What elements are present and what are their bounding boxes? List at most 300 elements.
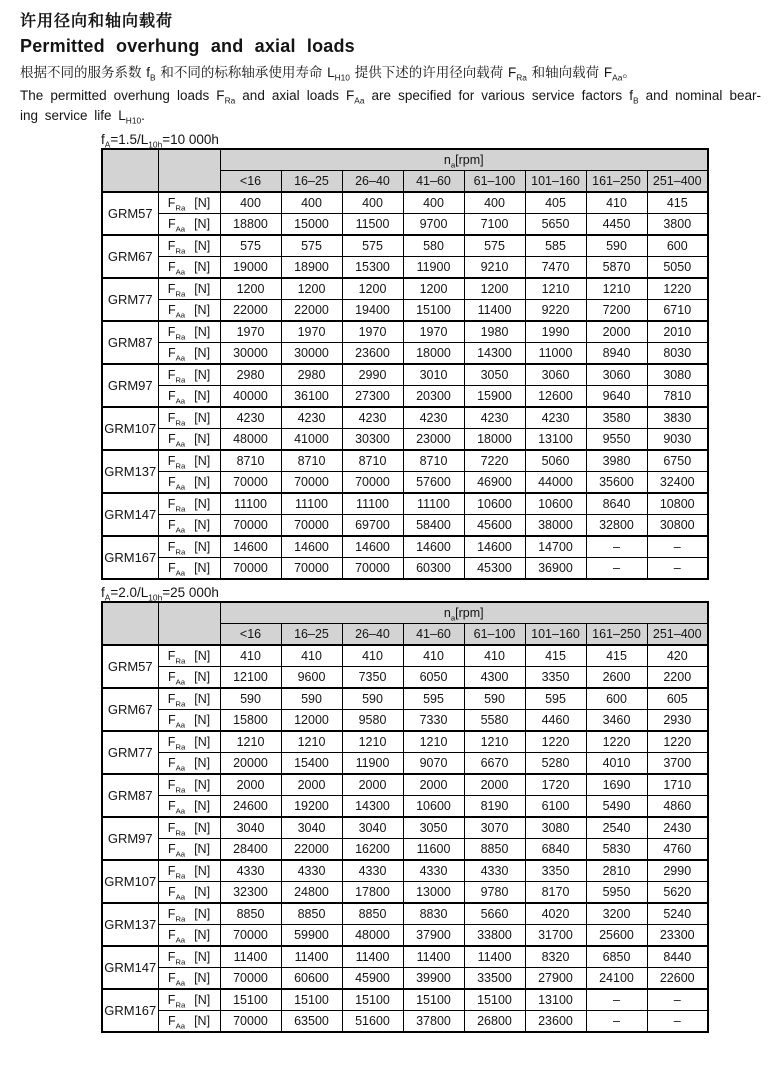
load-value-cell: 6710 xyxy=(647,299,708,321)
unit-label: [N] xyxy=(194,259,211,274)
load-value-cell: 400 xyxy=(281,192,342,214)
load-value-cell: 4330 xyxy=(342,860,403,882)
load-value-cell: 11400 xyxy=(464,946,525,968)
load-value-cell: 1710 xyxy=(647,774,708,796)
speed-column-header: 101–160 xyxy=(525,623,586,645)
unit-label: [N] xyxy=(194,798,211,813)
load-value-cell: 3460 xyxy=(586,709,647,731)
speed-column-header: 251–400 xyxy=(647,623,708,645)
load-value-cell: 1720 xyxy=(525,774,586,796)
model-cell: GRM107 xyxy=(102,860,158,903)
load-value-cell: 4330 xyxy=(281,860,342,882)
load-value-cell: 2990 xyxy=(342,364,403,386)
load-value-cell: 24600 xyxy=(220,795,281,817)
table-row-faa xyxy=(102,752,708,774)
load-value-cell: 63500 xyxy=(281,1010,342,1032)
table-row-fra xyxy=(102,450,708,472)
unit-label: [N] xyxy=(194,410,211,425)
unit-label: [N] xyxy=(194,345,211,360)
load-value-cell: 4760 xyxy=(647,838,708,860)
load-value-cell: 70000 xyxy=(220,924,281,946)
load-value-cell: 405 xyxy=(525,192,586,214)
load-value-cell: 38000 xyxy=(525,514,586,536)
load-type-cell: $F_{Aa}$ [N] xyxy=(158,385,220,407)
table-row-fra xyxy=(102,536,708,558)
load-value-cell: 400 xyxy=(403,192,464,214)
load-value-cell: 70000 xyxy=(281,557,342,579)
model-cell: GRM167 xyxy=(102,536,158,579)
load-value-cell: 9070 xyxy=(403,752,464,774)
load-value-cell: 2980 xyxy=(220,364,281,386)
load-value-cell: 6840 xyxy=(525,838,586,860)
load-value-cell: 410 xyxy=(281,645,342,667)
load-value-cell: 3800 xyxy=(647,213,708,235)
load-value-cell: 5660 xyxy=(464,903,525,925)
load-type-cell: $F_{Ra}$ [N] xyxy=(158,989,220,1011)
load-value-cell: 19200 xyxy=(281,795,342,817)
load-type-cell: $F_{Aa}$ [N] xyxy=(158,795,220,817)
load-value-cell: 4300 xyxy=(464,666,525,688)
load-value-cell: 15000 xyxy=(281,213,342,235)
load-type-cell: $F_{Aa}$ [N] xyxy=(158,213,220,235)
table-row-fra xyxy=(102,235,708,257)
load-type-cell: $F_{Ra}$ [N] xyxy=(158,536,220,558)
speed-column-header: 161–250 xyxy=(586,170,647,192)
load-value-cell: 14600 xyxy=(464,536,525,558)
load-value-cell: 8440 xyxy=(647,946,708,968)
load-value-cell: 5950 xyxy=(586,881,647,903)
load-type-cell: $F_{Aa}$ [N] xyxy=(158,514,220,536)
load-value-cell: 580 xyxy=(403,235,464,257)
load-value-cell: 3830 xyxy=(647,407,708,429)
load-value-cell: 9700 xyxy=(403,213,464,235)
load-value-cell: 8190 xyxy=(464,795,525,817)
load-value-cell: 4230 xyxy=(525,407,586,429)
load-value-cell: 12100 xyxy=(220,666,281,688)
load-value-cell: 590 xyxy=(342,688,403,710)
corner-model-cell xyxy=(102,602,158,645)
load-value-cell: 20300 xyxy=(403,385,464,407)
page-title-zh: 许用径向和轴向载荷 xyxy=(20,13,174,30)
table-row-fra xyxy=(102,364,708,386)
load-type-cell: $F_{Aa}$ [N] xyxy=(158,838,220,860)
unit-label: [N] xyxy=(194,927,211,942)
load-type-cell: $F_{Ra}$ [N] xyxy=(158,192,220,214)
load-value-cell: 3040 xyxy=(220,817,281,839)
speed-column-header: 26–40 xyxy=(342,170,403,192)
load-value-cell: 1210 xyxy=(525,278,586,300)
load-value-cell: 4460 xyxy=(525,709,586,731)
unit-label: [N] xyxy=(194,324,211,339)
load-value-cell: 3080 xyxy=(525,817,586,839)
load-value-cell: 2000 xyxy=(220,774,281,796)
load-value-cell: 37800 xyxy=(403,1010,464,1032)
model-cell: GRM87 xyxy=(102,774,158,817)
load-value-cell: 4230 xyxy=(220,407,281,429)
load-value-cell: 2430 xyxy=(647,817,708,839)
load-value-cell: 32400 xyxy=(647,471,708,493)
unit-label: [N] xyxy=(194,367,211,382)
load-value-cell: 44000 xyxy=(525,471,586,493)
load-value-cell: 60600 xyxy=(281,967,342,989)
load-value-cell: 27900 xyxy=(525,967,586,989)
unit-label: [N] xyxy=(194,560,211,575)
load-value-cell: 15800 xyxy=(220,709,281,731)
load-value-cell: – xyxy=(647,1010,708,1032)
load-value-cell: 590 xyxy=(281,688,342,710)
unit-label: [N] xyxy=(194,496,211,511)
table-row-fra xyxy=(102,645,708,667)
model-cell: GRM107 xyxy=(102,407,158,450)
model-cell: GRM167 xyxy=(102,989,158,1032)
model-cell: GRM97 xyxy=(102,817,158,860)
load-value-cell: 4860 xyxy=(647,795,708,817)
load-value-cell: 32800 xyxy=(586,514,647,536)
load-value-cell: 69700 xyxy=(342,514,403,536)
load-value-cell: 1210 xyxy=(281,731,342,753)
load-value-cell: 590 xyxy=(220,688,281,710)
model-cell: GRM57 xyxy=(102,645,158,688)
unit-label: [N] xyxy=(194,841,211,856)
load-type-cell: $F_{Ra}$ [N] xyxy=(158,493,220,515)
load-value-cell: 11100 xyxy=(281,493,342,515)
load-value-cell: 18000 xyxy=(464,428,525,450)
load-value-cell: 46900 xyxy=(464,471,525,493)
load-value-cell: 51600 xyxy=(342,1010,403,1032)
table-row-fra xyxy=(102,946,708,968)
load-value-cell: 410 xyxy=(464,645,525,667)
load-value-cell: – xyxy=(647,557,708,579)
speed-column-header: 16–25 xyxy=(281,623,342,645)
load-value-cell: 11400 xyxy=(464,299,525,321)
unit-label: [N] xyxy=(194,712,211,727)
model-cell: GRM87 xyxy=(102,321,158,364)
load-type-cell: $F_{Ra}$ [N] xyxy=(158,946,220,968)
load-value-cell: 1210 xyxy=(586,278,647,300)
load-value-cell: 2600 xyxy=(586,666,647,688)
load-value-cell: 16200 xyxy=(342,838,403,860)
load-value-cell: 1210 xyxy=(464,731,525,753)
load-value-cell: 1200 xyxy=(342,278,403,300)
load-value-cell: 13100 xyxy=(525,989,586,1011)
load-value-cell: 22000 xyxy=(281,838,342,860)
load-type-cell: $F_{Ra}$ [N] xyxy=(158,450,220,472)
table-block-1 xyxy=(101,132,762,580)
model-cell: GRM147 xyxy=(102,946,158,989)
load-value-cell: 60300 xyxy=(403,557,464,579)
load-value-cell: 410 xyxy=(586,192,647,214)
load-value-cell: 575 xyxy=(342,235,403,257)
load-value-cell: 5830 xyxy=(586,838,647,860)
speed-column-header: 251–400 xyxy=(647,170,708,192)
load-value-cell: 10800 xyxy=(647,493,708,515)
load-value-cell: 7350 xyxy=(342,666,403,688)
unit-label: [N] xyxy=(194,517,211,532)
load-value-cell: 22600 xyxy=(647,967,708,989)
load-value-cell: 22000 xyxy=(281,299,342,321)
load-value-cell: 8850 xyxy=(220,903,281,925)
unit-label: [N] xyxy=(194,195,211,210)
unit-label: [N] xyxy=(194,474,211,489)
load-value-cell: 15400 xyxy=(281,752,342,774)
load-value-cell: 8710 xyxy=(281,450,342,472)
load-value-cell: 3080 xyxy=(647,364,708,386)
corner-load-cell xyxy=(158,149,220,192)
load-value-cell: – xyxy=(586,1010,647,1032)
load-value-cell: 3010 xyxy=(403,364,464,386)
load-value-cell: 5870 xyxy=(586,256,647,278)
unit-label: [N] xyxy=(194,238,211,253)
load-type-cell: $F_{Ra}$ [N] xyxy=(158,774,220,796)
load-type-cell: $F_{Aa}$ [N] xyxy=(158,256,220,278)
description-zh: 根据不同的服务系数 $f_B$ 和不同的标称轴承使用寿命 $L_{H10}$ 提供下述的许用径向载荷 $F_{Ra}$ 和轴向载荷 $F_{Aa}$。 xyxy=(20,65,636,83)
table-row-fra xyxy=(102,731,708,753)
table-row-faa xyxy=(102,924,708,946)
load-value-cell: 3040 xyxy=(281,817,342,839)
load-value-cell: 9030 xyxy=(647,428,708,450)
load-value-cell: 19000 xyxy=(220,256,281,278)
unit-label: [N] xyxy=(194,281,211,296)
load-type-cell: $F_{Aa}$ [N] xyxy=(158,557,220,579)
load-value-cell: 9780 xyxy=(464,881,525,903)
load-value-cell: 36100 xyxy=(281,385,342,407)
load-value-cell: 22000 xyxy=(220,299,281,321)
load-value-cell: 2000 xyxy=(586,321,647,343)
description-en-line2: ing service life $L_{H10}$. xyxy=(20,108,145,126)
load-value-cell: 1970 xyxy=(403,321,464,343)
model-cell: GRM77 xyxy=(102,278,158,321)
unit-label: [N] xyxy=(194,648,211,663)
table-row-fra xyxy=(102,407,708,429)
load-value-cell: 400 xyxy=(342,192,403,214)
load-value-cell: 70000 xyxy=(281,471,342,493)
load-value-cell: 5580 xyxy=(464,709,525,731)
load-value-cell: 415 xyxy=(525,645,586,667)
load-value-cell: 13000 xyxy=(403,881,464,903)
load-type-cell: $F_{Ra}$ [N] xyxy=(158,817,220,839)
load-value-cell: 600 xyxy=(586,688,647,710)
speed-column-header: <16 xyxy=(220,623,281,645)
load-value-cell: 2980 xyxy=(281,364,342,386)
load-value-cell: – xyxy=(586,557,647,579)
load-value-cell: 15100 xyxy=(403,989,464,1011)
table-row-faa xyxy=(102,213,708,235)
load-value-cell: 23600 xyxy=(525,1010,586,1032)
table-row-fra xyxy=(102,278,708,300)
load-value-cell: 23000 xyxy=(403,428,464,450)
load-value-cell: 3350 xyxy=(525,860,586,882)
load-value-cell: 2000 xyxy=(403,774,464,796)
load-value-cell: 36900 xyxy=(525,557,586,579)
load-value-cell: 4230 xyxy=(281,407,342,429)
speed-column-header: 61–100 xyxy=(464,623,525,645)
load-value-cell: 10600 xyxy=(403,795,464,817)
unit-label: [N] xyxy=(194,820,211,835)
table-row-faa xyxy=(102,428,708,450)
load-value-cell: 30300 xyxy=(342,428,403,450)
load-value-cell: 2540 xyxy=(586,817,647,839)
load-value-cell: 11100 xyxy=(342,493,403,515)
load-value-cell: 9640 xyxy=(586,385,647,407)
load-value-cell: 7200 xyxy=(586,299,647,321)
load-value-cell: 70000 xyxy=(342,471,403,493)
speed-column-header: 41–60 xyxy=(403,623,464,645)
load-value-cell: 3580 xyxy=(586,407,647,429)
speed-column-header: 101–160 xyxy=(525,170,586,192)
load-value-cell: 3060 xyxy=(525,364,586,386)
load-value-cell: 2000 xyxy=(342,774,403,796)
load-value-cell: 1990 xyxy=(525,321,586,343)
load-value-cell: 3050 xyxy=(464,364,525,386)
table-row-faa xyxy=(102,666,708,688)
load-value-cell: 2990 xyxy=(647,860,708,882)
load-value-cell: 11100 xyxy=(403,493,464,515)
load-value-cell: 70000 xyxy=(220,514,281,536)
load-value-cell: 24100 xyxy=(586,967,647,989)
load-value-cell: 1210 xyxy=(220,731,281,753)
speed-column-header: 161–250 xyxy=(586,623,647,645)
load-value-cell: 420 xyxy=(647,645,708,667)
load-value-cell: 1970 xyxy=(342,321,403,343)
table-block-2 xyxy=(101,585,762,1033)
load-value-cell: 8320 xyxy=(525,946,586,968)
unit-label: [N] xyxy=(194,755,211,770)
table-row-faa xyxy=(102,342,708,364)
load-value-cell: 3200 xyxy=(586,903,647,925)
load-table-1 xyxy=(101,148,709,580)
load-value-cell: 2200 xyxy=(647,666,708,688)
load-value-cell: 45300 xyxy=(464,557,525,579)
load-value-cell: 575 xyxy=(464,235,525,257)
load-value-cell: 4450 xyxy=(586,213,647,235)
load-value-cell: 32300 xyxy=(220,881,281,903)
load-value-cell: 14700 xyxy=(525,536,586,558)
load-type-cell: $F_{Ra}$ [N] xyxy=(158,321,220,343)
model-cell: GRM57 xyxy=(102,192,158,235)
load-value-cell: 4010 xyxy=(586,752,647,774)
load-type-cell: $F_{Aa}$ [N] xyxy=(158,752,220,774)
load-type-cell: $F_{Ra}$ [N] xyxy=(158,235,220,257)
load-value-cell: 575 xyxy=(220,235,281,257)
model-cell: GRM77 xyxy=(102,731,158,774)
load-value-cell: 6850 xyxy=(586,946,647,968)
load-type-cell: $F_{Aa}$ [N] xyxy=(158,666,220,688)
load-type-cell: $F_{Ra}$ [N] xyxy=(158,731,220,753)
load-value-cell: 1970 xyxy=(220,321,281,343)
unit-label: [N] xyxy=(194,453,211,468)
load-value-cell: 410 xyxy=(220,645,281,667)
load-value-cell: 14600 xyxy=(403,536,464,558)
load-value-cell: 410 xyxy=(403,645,464,667)
load-value-cell: 400 xyxy=(220,192,281,214)
table-row-fra xyxy=(102,774,708,796)
unit-label: [N] xyxy=(194,1013,211,1028)
table-row-faa xyxy=(102,514,708,536)
load-value-cell: 3050 xyxy=(403,817,464,839)
load-type-cell: $F_{Aa}$ [N] xyxy=(158,428,220,450)
table-row-faa xyxy=(102,967,708,989)
load-type-cell: $F_{Ra}$ [N] xyxy=(158,688,220,710)
load-value-cell: 605 xyxy=(647,688,708,710)
load-type-cell: $F_{Ra}$ [N] xyxy=(158,903,220,925)
load-value-cell: 1210 xyxy=(342,731,403,753)
load-type-cell: $F_{Aa}$ [N] xyxy=(158,299,220,321)
load-value-cell: 5620 xyxy=(647,881,708,903)
load-value-cell: 7810 xyxy=(647,385,708,407)
load-value-cell: 4330 xyxy=(220,860,281,882)
table-row-fra xyxy=(102,860,708,882)
load-value-cell: 5240 xyxy=(647,903,708,925)
load-value-cell: 2010 xyxy=(647,321,708,343)
load-value-cell: 14300 xyxy=(464,342,525,364)
load-value-cell: 7100 xyxy=(464,213,525,235)
load-value-cell: 410 xyxy=(342,645,403,667)
load-value-cell: 15100 xyxy=(403,299,464,321)
load-value-cell: 15900 xyxy=(464,385,525,407)
load-value-cell: 18900 xyxy=(281,256,342,278)
table-row-faa xyxy=(102,471,708,493)
page-title-en: Permitted overhung and axial loads xyxy=(20,36,355,56)
load-value-cell: 45600 xyxy=(464,514,525,536)
load-value-cell: 8710 xyxy=(342,450,403,472)
load-type-cell: $F_{Ra}$ [N] xyxy=(158,860,220,882)
load-value-cell: 40000 xyxy=(220,385,281,407)
load-value-cell: 6100 xyxy=(525,795,586,817)
load-value-cell: 4020 xyxy=(525,903,586,925)
load-value-cell: 415 xyxy=(586,645,647,667)
load-value-cell: – xyxy=(586,536,647,558)
load-value-cell: 6050 xyxy=(403,666,464,688)
load-value-cell: 8710 xyxy=(220,450,281,472)
load-value-cell: 58400 xyxy=(403,514,464,536)
unit-label: [N] xyxy=(194,669,211,684)
load-value-cell: 1210 xyxy=(403,731,464,753)
load-value-cell: 70000 xyxy=(281,514,342,536)
load-value-cell: 14600 xyxy=(342,536,403,558)
speed-column-header: 41–60 xyxy=(403,170,464,192)
load-value-cell: 27300 xyxy=(342,385,403,407)
load-value-cell: 585 xyxy=(525,235,586,257)
load-value-cell: 17800 xyxy=(342,881,403,903)
model-cell: GRM147 xyxy=(102,493,158,536)
load-value-cell: – xyxy=(647,989,708,1011)
load-value-cell: 33800 xyxy=(464,924,525,946)
table-row-fra xyxy=(102,688,708,710)
load-value-cell: 7330 xyxy=(403,709,464,731)
table-row-fra xyxy=(102,493,708,515)
table-row-faa xyxy=(102,1010,708,1032)
load-value-cell: 11900 xyxy=(403,256,464,278)
table-row-faa xyxy=(102,385,708,407)
load-value-cell: 3700 xyxy=(647,752,708,774)
load-value-cell: 600 xyxy=(647,235,708,257)
load-type-cell: $F_{Aa}$ [N] xyxy=(158,924,220,946)
unit-label: [N] xyxy=(194,734,211,749)
unit-label: [N] xyxy=(194,302,211,317)
corner-load-cell xyxy=(158,602,220,645)
load-value-cell: 8850 xyxy=(342,903,403,925)
load-value-cell: 400 xyxy=(464,192,525,214)
load-value-cell: 8710 xyxy=(403,450,464,472)
table-row-faa xyxy=(102,256,708,278)
load-value-cell: 48000 xyxy=(342,924,403,946)
load-value-cell: 20000 xyxy=(220,752,281,774)
load-value-cell: 11400 xyxy=(403,946,464,968)
load-type-cell: $F_{Aa}$ [N] xyxy=(158,881,220,903)
load-value-cell: 11400 xyxy=(281,946,342,968)
load-value-cell: 14600 xyxy=(220,536,281,558)
load-value-cell: 15100 xyxy=(342,989,403,1011)
